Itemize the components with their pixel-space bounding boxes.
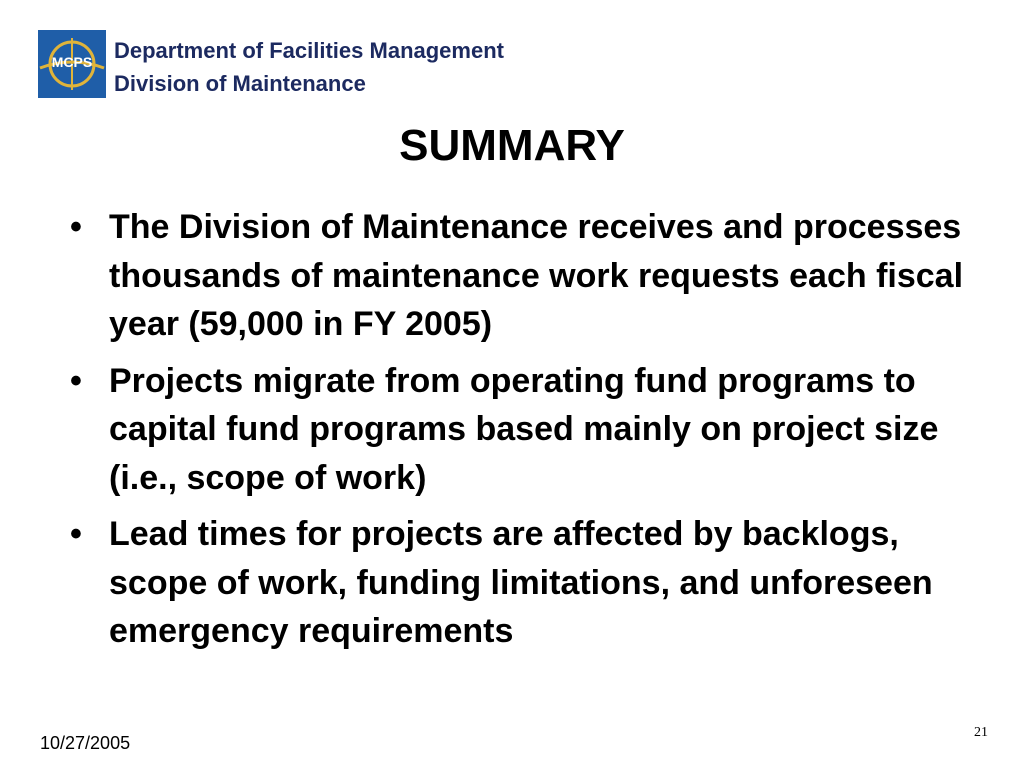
department-name: Department of Facilities Management <box>114 38 504 63</box>
bullet-text: Lead times for projects are affected by backlogs, scope of work, funding limitations, and unforeseen emergency requirements <box>109 515 933 650</box>
page-number: 21 <box>974 725 988 740</box>
logo-text: MCPS <box>51 54 93 70</box>
bullet-dot-icon: • <box>70 208 82 246</box>
bullet-dot-icon: • <box>70 361 82 400</box>
header <box>114 34 504 100</box>
bullet-item <box>64 357 984 503</box>
bullet-text: Projects migrate from operating fund programs to capital fund programs based mainly on project size (i.e., scope of work) <box>109 361 939 497</box>
footer-date: 10/27/2005 <box>40 733 131 753</box>
slide-title: SUMMARY <box>399 121 625 170</box>
mcps-logo <box>38 30 106 98</box>
division-name: Division of Maintenance <box>114 71 366 96</box>
bullet-item <box>64 203 984 349</box>
bullet-text: The Division of Maintenance receives and processes thousands of maintenance work requests each fiscal year (59,000 in FY 2005) <box>109 208 964 343</box>
bullet-item <box>64 510 984 656</box>
bullet-list <box>64 203 984 664</box>
bullet-dot-icon: • <box>70 515 82 553</box>
